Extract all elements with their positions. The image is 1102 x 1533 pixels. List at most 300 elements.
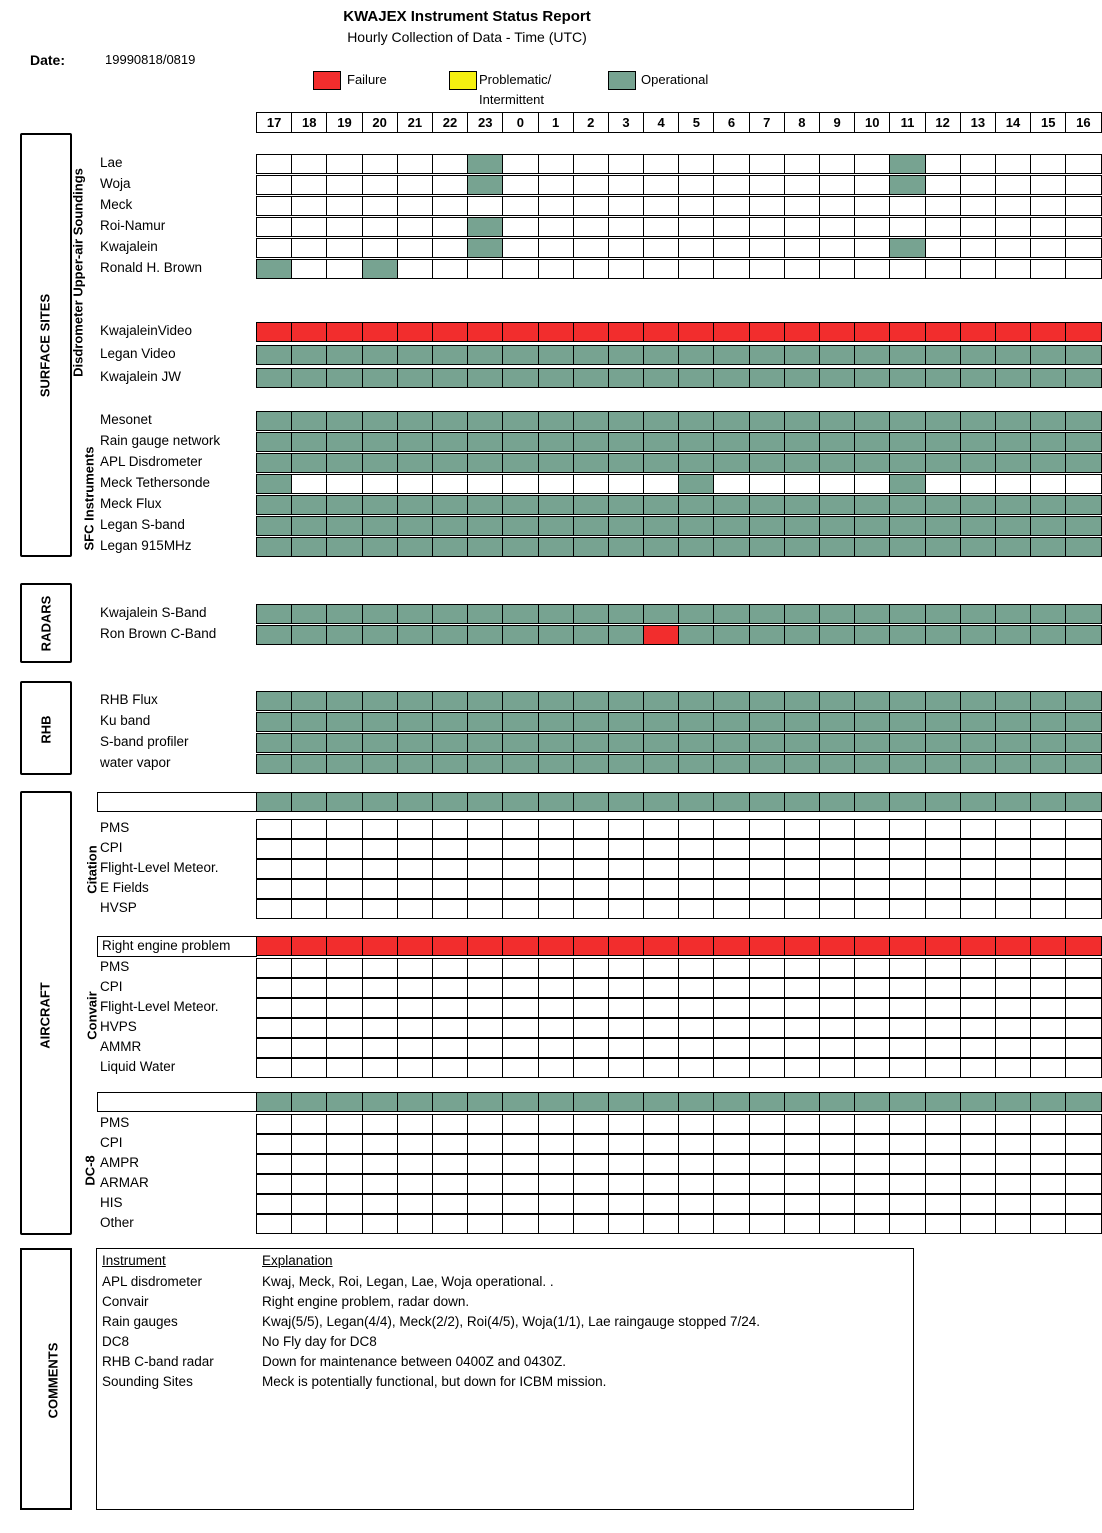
row-label: Lae bbox=[100, 155, 123, 170]
status-cell bbox=[1065, 691, 1101, 711]
status-cell bbox=[889, 1214, 925, 1234]
status-cell bbox=[784, 1174, 820, 1194]
status-cell bbox=[854, 712, 890, 732]
status-cell bbox=[678, 958, 714, 978]
status-cell bbox=[819, 238, 855, 258]
status-cell bbox=[1030, 1038, 1066, 1058]
row-label: Ronald H. Brown bbox=[100, 260, 203, 275]
status-cell bbox=[502, 516, 538, 536]
status-cell bbox=[819, 175, 855, 195]
status-cell bbox=[643, 217, 679, 237]
status-cell bbox=[1030, 792, 1066, 812]
row-label: Legan Video bbox=[100, 346, 176, 361]
status-cell bbox=[643, 474, 679, 494]
status-cell bbox=[784, 432, 820, 452]
status-cell bbox=[889, 516, 925, 536]
status-cell bbox=[432, 175, 468, 195]
status-cell bbox=[256, 196, 292, 216]
status-cell bbox=[960, 958, 996, 978]
status-cell bbox=[362, 432, 398, 452]
status-cell bbox=[538, 1114, 574, 1134]
status-cell bbox=[854, 516, 890, 536]
row-label: AMMR bbox=[100, 1039, 142, 1054]
status-cell bbox=[995, 879, 1031, 899]
status-cell bbox=[362, 792, 398, 812]
status-cell bbox=[784, 859, 820, 879]
status-cell bbox=[608, 1092, 644, 1112]
status-cell bbox=[362, 345, 398, 365]
status-cell bbox=[643, 792, 679, 812]
status-cell bbox=[749, 839, 785, 859]
status-cell bbox=[819, 936, 855, 956]
status-cell bbox=[819, 792, 855, 812]
status-cell bbox=[960, 899, 996, 919]
status-cell bbox=[256, 1154, 292, 1174]
status-cell bbox=[925, 879, 961, 899]
status-cell bbox=[467, 936, 503, 956]
status-cell bbox=[432, 516, 468, 536]
status-cell bbox=[502, 754, 538, 774]
status-cell bbox=[326, 1194, 362, 1214]
status-cell bbox=[784, 175, 820, 195]
status-cell bbox=[467, 1154, 503, 1174]
status-cell bbox=[713, 196, 749, 216]
status-cell bbox=[291, 1114, 327, 1134]
status-cell bbox=[256, 998, 292, 1018]
comment-instrument: Rain gauges bbox=[102, 1314, 178, 1329]
status-cell bbox=[326, 1058, 362, 1078]
status-cell bbox=[713, 1214, 749, 1234]
status-cell bbox=[889, 322, 925, 342]
status-cell bbox=[326, 322, 362, 342]
status-cell bbox=[784, 516, 820, 536]
status-cell bbox=[538, 238, 574, 258]
status-cell bbox=[784, 1134, 820, 1154]
status-cell bbox=[995, 998, 1031, 1018]
group-label-convair: Convair bbox=[84, 991, 100, 1040]
status-cell bbox=[749, 368, 785, 388]
status-cell bbox=[678, 839, 714, 859]
status-cell bbox=[291, 217, 327, 237]
status-cell bbox=[291, 1174, 327, 1194]
status-cell bbox=[819, 754, 855, 774]
status-cell bbox=[819, 495, 855, 515]
hour-header-cell: 1 bbox=[538, 112, 574, 133]
status-cell bbox=[713, 345, 749, 365]
row-label: HVSP bbox=[100, 900, 137, 915]
status-cell bbox=[925, 978, 961, 998]
status-cell bbox=[889, 839, 925, 859]
comment-explanation: Meck is potentially functional, but down for ICBM mission. bbox=[262, 1374, 607, 1389]
status-cell bbox=[925, 154, 961, 174]
status-cell bbox=[256, 978, 292, 998]
status-cell bbox=[889, 495, 925, 515]
status-cell bbox=[678, 175, 714, 195]
status-cell bbox=[502, 453, 538, 473]
status-cell bbox=[1065, 453, 1101, 473]
hour-header-cell: 17 bbox=[256, 112, 292, 133]
status-row bbox=[257, 1038, 1102, 1058]
status-cell bbox=[749, 1058, 785, 1078]
status-row bbox=[257, 899, 1102, 919]
status-cell bbox=[432, 322, 468, 342]
status-cell bbox=[784, 1092, 820, 1112]
status-cell bbox=[854, 175, 890, 195]
status-row bbox=[257, 432, 1102, 452]
status-cell bbox=[502, 345, 538, 365]
status-cell bbox=[502, 1038, 538, 1058]
row-label: water vapor bbox=[100, 755, 171, 770]
status-cell bbox=[1030, 495, 1066, 515]
status-row bbox=[257, 1018, 1102, 1038]
status-cell bbox=[643, 879, 679, 899]
status-cell bbox=[749, 474, 785, 494]
status-cell bbox=[1065, 1174, 1101, 1194]
status-cell bbox=[291, 1092, 327, 1112]
status-cell bbox=[784, 958, 820, 978]
status-cell bbox=[960, 175, 996, 195]
status-row bbox=[257, 1114, 1102, 1134]
status-cell bbox=[538, 754, 574, 774]
status-cell bbox=[1030, 754, 1066, 774]
status-cell bbox=[960, 1114, 996, 1134]
status-cell bbox=[925, 839, 961, 859]
comment-instrument: RHB C-band radar bbox=[102, 1354, 214, 1369]
status-cell bbox=[749, 958, 785, 978]
status-cell bbox=[995, 936, 1031, 956]
status-cell bbox=[291, 238, 327, 258]
status-cell bbox=[608, 1114, 644, 1134]
status-cell bbox=[749, 936, 785, 956]
status-cell bbox=[326, 998, 362, 1018]
status-cell bbox=[713, 859, 749, 879]
status-cell bbox=[960, 1174, 996, 1194]
status-cell bbox=[925, 604, 961, 624]
status-cell bbox=[362, 1038, 398, 1058]
status-cell bbox=[643, 712, 679, 732]
status-cell bbox=[784, 899, 820, 919]
status-cell bbox=[573, 345, 609, 365]
status-cell bbox=[960, 998, 996, 1018]
group-label-rhb: RHB bbox=[38, 715, 54, 744]
status-cell bbox=[538, 819, 574, 839]
status-cell bbox=[995, 819, 1031, 839]
status-cell bbox=[819, 474, 855, 494]
status-cell bbox=[502, 691, 538, 711]
status-cell bbox=[749, 196, 785, 216]
dc8-banner-box bbox=[97, 1092, 257, 1112]
status-cell bbox=[256, 217, 292, 237]
status-row bbox=[257, 819, 1102, 839]
status-cell bbox=[995, 453, 1031, 473]
status-cell bbox=[854, 196, 890, 216]
status-cell bbox=[854, 368, 890, 388]
comment-instrument: Sounding Sites bbox=[102, 1374, 193, 1389]
status-cell bbox=[854, 259, 890, 279]
row-label: ARMAR bbox=[100, 1175, 149, 1190]
status-cell bbox=[573, 259, 609, 279]
status-cell bbox=[573, 453, 609, 473]
status-cell bbox=[749, 733, 785, 753]
status-cell bbox=[854, 345, 890, 365]
status-cell bbox=[854, 859, 890, 879]
status-cell bbox=[784, 368, 820, 388]
status-cell bbox=[995, 238, 1031, 258]
status-cell bbox=[573, 1134, 609, 1154]
status-cell bbox=[502, 474, 538, 494]
status-cell bbox=[749, 1214, 785, 1234]
status-cell bbox=[678, 936, 714, 956]
hour-header-cell: 10 bbox=[854, 112, 890, 133]
status-cell bbox=[678, 259, 714, 279]
status-cell bbox=[467, 1114, 503, 1134]
status-cell bbox=[397, 792, 433, 812]
status-row bbox=[257, 998, 1102, 1018]
status-cell bbox=[502, 1092, 538, 1112]
status-cell bbox=[432, 604, 468, 624]
status-cell bbox=[502, 733, 538, 753]
status-cell bbox=[854, 1174, 890, 1194]
status-cell bbox=[995, 1092, 1031, 1112]
status-cell bbox=[1030, 819, 1066, 839]
status-cell bbox=[502, 196, 538, 216]
status-cell bbox=[1065, 368, 1101, 388]
status-cell bbox=[326, 958, 362, 978]
status-cell bbox=[995, 1038, 1031, 1058]
status-cell bbox=[397, 1174, 433, 1194]
status-cell bbox=[573, 322, 609, 342]
status-cell bbox=[432, 495, 468, 515]
status-cell bbox=[1030, 1154, 1066, 1174]
status-cell bbox=[960, 625, 996, 645]
status-cell bbox=[397, 432, 433, 452]
status-cell bbox=[889, 1154, 925, 1174]
row-label: CPI bbox=[100, 840, 123, 855]
status-cell bbox=[397, 691, 433, 711]
status-cell bbox=[889, 899, 925, 919]
status-cell bbox=[397, 1058, 433, 1078]
status-cell bbox=[995, 432, 1031, 452]
status-cell bbox=[960, 1214, 996, 1234]
status-cell bbox=[1065, 411, 1101, 431]
status-cell bbox=[608, 733, 644, 753]
status-cell bbox=[678, 625, 714, 645]
status-cell bbox=[1065, 1194, 1101, 1214]
status-cell bbox=[889, 1174, 925, 1194]
comment-explanation: Kwaj(5/5), Legan(4/4), Meck(2/2), Roi(4/5), Woja(1/1), Lae raingauge stopped 7/24. bbox=[262, 1314, 761, 1329]
status-cell bbox=[749, 998, 785, 1018]
date-value: 19990818/0819 bbox=[105, 52, 196, 67]
status-cell bbox=[819, 733, 855, 753]
page-title: KWAJEX Instrument Status Report bbox=[343, 8, 591, 25]
comment-instrument: DC8 bbox=[102, 1334, 130, 1349]
status-cell bbox=[608, 196, 644, 216]
date-label: Date: bbox=[30, 52, 66, 68]
status-cell bbox=[256, 259, 292, 279]
status-cell bbox=[432, 1154, 468, 1174]
status-cell bbox=[362, 1174, 398, 1194]
status-cell bbox=[432, 368, 468, 388]
status-cell bbox=[1065, 754, 1101, 774]
status-cell bbox=[432, 978, 468, 998]
status-cell bbox=[678, 1214, 714, 1234]
status-cell bbox=[1065, 495, 1101, 515]
status-cell bbox=[397, 712, 433, 732]
status-cell bbox=[854, 1018, 890, 1038]
status-cell bbox=[1030, 839, 1066, 859]
status-cell bbox=[678, 1194, 714, 1214]
row-label: KwajaleinVideo bbox=[100, 323, 193, 338]
status-cell bbox=[889, 1114, 925, 1134]
status-cell bbox=[995, 1214, 1031, 1234]
status-cell bbox=[749, 604, 785, 624]
status-cell bbox=[362, 322, 398, 342]
status-cell bbox=[1065, 936, 1101, 956]
status-cell bbox=[995, 345, 1031, 365]
status-cell bbox=[995, 733, 1031, 753]
status-cell bbox=[256, 1058, 292, 1078]
row-label: Flight-Level Meteor. bbox=[100, 999, 219, 1014]
status-cell bbox=[362, 1058, 398, 1078]
status-cell bbox=[538, 1018, 574, 1038]
status-cell bbox=[256, 859, 292, 879]
status-cell bbox=[397, 1134, 433, 1154]
status-cell bbox=[925, 792, 961, 812]
hour-header-cell: 19 bbox=[326, 112, 362, 133]
hour-header-cell: 3 bbox=[608, 112, 644, 133]
status-cell bbox=[713, 691, 749, 711]
status-cell bbox=[362, 537, 398, 557]
row-label: Meck Flux bbox=[100, 496, 162, 511]
status-cell bbox=[749, 345, 785, 365]
status-cell bbox=[502, 958, 538, 978]
status-cell bbox=[432, 998, 468, 1018]
status-cell bbox=[362, 154, 398, 174]
status-cell bbox=[678, 238, 714, 258]
status-cell bbox=[854, 217, 890, 237]
status-cell bbox=[784, 936, 820, 956]
status-cell bbox=[467, 792, 503, 812]
status-cell bbox=[608, 411, 644, 431]
status-cell bbox=[502, 839, 538, 859]
status-cell bbox=[925, 1038, 961, 1058]
status-cell bbox=[749, 1092, 785, 1112]
row-label: Rain gauge network bbox=[100, 433, 221, 448]
status-cell bbox=[608, 154, 644, 174]
status-cell bbox=[326, 733, 362, 753]
hour-header-cell: 7 bbox=[749, 112, 785, 133]
legend-swatch-failure bbox=[313, 71, 341, 90]
status-cell bbox=[749, 217, 785, 237]
status-cell bbox=[925, 537, 961, 557]
status-cell bbox=[643, 625, 679, 645]
status-cell bbox=[362, 604, 398, 624]
status-cell bbox=[889, 1092, 925, 1112]
status-cell bbox=[1065, 998, 1101, 1018]
status-cell bbox=[713, 1092, 749, 1112]
status-cell bbox=[749, 432, 785, 452]
status-cell bbox=[326, 625, 362, 645]
status-cell bbox=[432, 792, 468, 812]
status-cell bbox=[925, 998, 961, 1018]
status-cell bbox=[854, 879, 890, 899]
status-cell bbox=[362, 819, 398, 839]
status-cell bbox=[432, 453, 468, 473]
status-cell bbox=[1030, 1058, 1066, 1078]
status-cell bbox=[538, 879, 574, 899]
status-cell bbox=[854, 936, 890, 956]
status-cell bbox=[256, 175, 292, 195]
status-cell bbox=[1030, 474, 1066, 494]
status-cell bbox=[467, 259, 503, 279]
status-cell bbox=[784, 411, 820, 431]
status-cell bbox=[256, 899, 292, 919]
status-cell bbox=[889, 411, 925, 431]
status-cell bbox=[854, 238, 890, 258]
status-cell bbox=[573, 604, 609, 624]
status-cell bbox=[678, 1114, 714, 1134]
status-cell bbox=[467, 819, 503, 839]
hour-header-cell: 9 bbox=[819, 112, 855, 133]
status-cell bbox=[960, 978, 996, 998]
status-cell bbox=[678, 495, 714, 515]
status-cell bbox=[925, 1214, 961, 1234]
status-cell bbox=[889, 1038, 925, 1058]
status-cell bbox=[467, 175, 503, 195]
status-cell bbox=[889, 958, 925, 978]
status-cell bbox=[854, 604, 890, 624]
status-cell bbox=[1030, 899, 1066, 919]
status-cell bbox=[854, 978, 890, 998]
status-cell bbox=[889, 936, 925, 956]
status-cell bbox=[326, 754, 362, 774]
hour-header-cell: 12 bbox=[925, 112, 961, 133]
status-cell bbox=[397, 217, 433, 237]
status-cell bbox=[291, 259, 327, 279]
status-row bbox=[257, 1174, 1102, 1194]
status-cell bbox=[608, 1134, 644, 1154]
status-row bbox=[257, 411, 1102, 431]
status-cell bbox=[643, 238, 679, 258]
status-cell bbox=[784, 1018, 820, 1038]
status-cell bbox=[362, 516, 398, 536]
status-cell bbox=[854, 1058, 890, 1078]
status-cell bbox=[854, 819, 890, 839]
status-cell bbox=[432, 259, 468, 279]
status-cell bbox=[749, 238, 785, 258]
status-cell bbox=[960, 819, 996, 839]
status-cell bbox=[749, 691, 785, 711]
status-cell bbox=[643, 1038, 679, 1058]
status-cell bbox=[291, 368, 327, 388]
status-cell bbox=[854, 1114, 890, 1134]
status-cell bbox=[643, 368, 679, 388]
status-cell bbox=[889, 792, 925, 812]
status-cell bbox=[925, 432, 961, 452]
hour-header-cell: 6 bbox=[713, 112, 749, 133]
status-cell bbox=[608, 691, 644, 711]
status-row bbox=[257, 839, 1102, 859]
status-cell bbox=[467, 958, 503, 978]
status-cell bbox=[256, 1214, 292, 1234]
status-cell bbox=[854, 625, 890, 645]
status-cell bbox=[643, 196, 679, 216]
status-cell bbox=[467, 1092, 503, 1112]
status-cell bbox=[784, 345, 820, 365]
status-cell bbox=[889, 978, 925, 998]
status-cell bbox=[995, 516, 1031, 536]
status-cell bbox=[432, 1194, 468, 1214]
